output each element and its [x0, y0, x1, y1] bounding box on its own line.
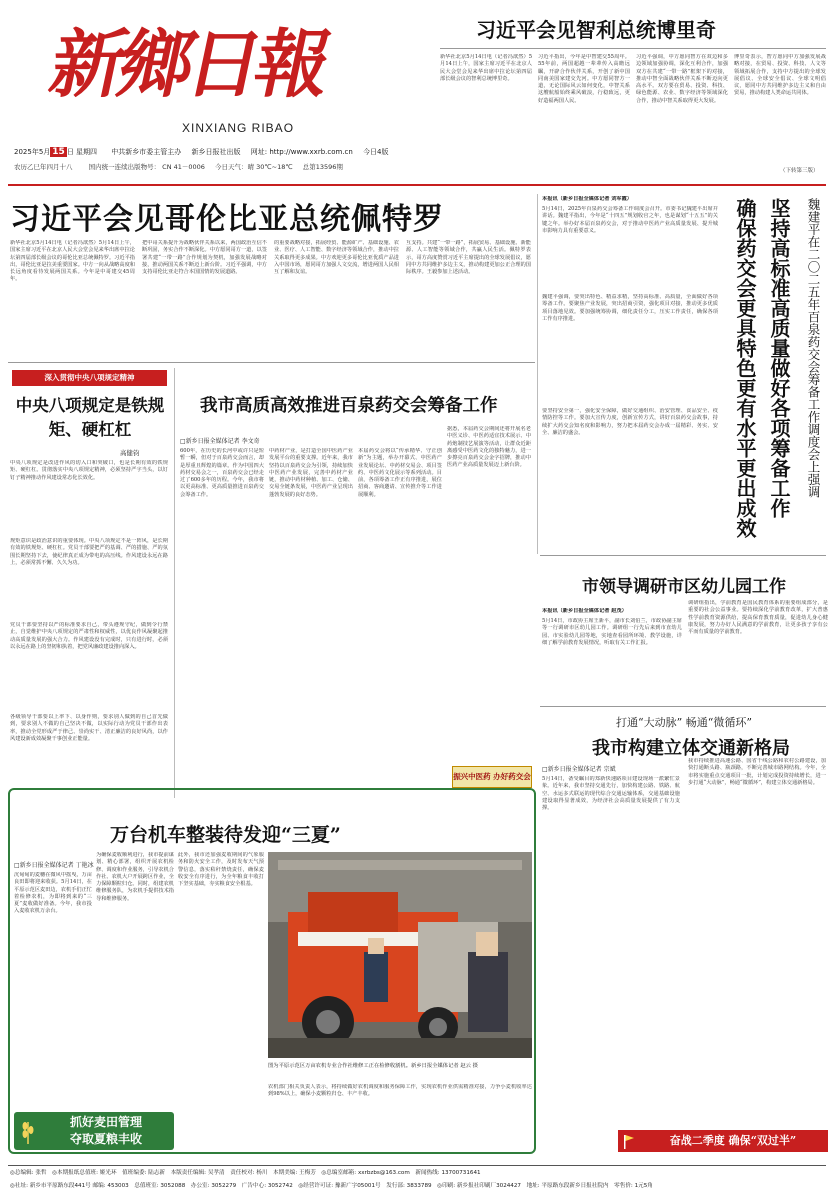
- harvest-story: [8, 788, 536, 1154]
- kindergarten-top-rule: [540, 555, 826, 556]
- tcm-story-byline: □新乡日报全媒体记者 李文奇: [180, 438, 260, 445]
- tcm-story-banner: 振兴中医药 办好药交会: [452, 766, 532, 788]
- traffic-byline: □新乡日报全媒体记者 宗斌: [542, 766, 616, 773]
- org-line1: 中共新乡市委主管主办: [111, 148, 182, 156]
- footer-line1: ◎总编辑: 张哲 ◎本期报纸总值班: 姬光环 值班编委: 陆志新 本版责任编辑: 吴孝清 责任校对: 杨川 本期美编: 王梅芳 ◎总编室邮箱: xxrbzbs@163.com 新闻热线: 13700731641: [10, 1170, 481, 1176]
- lead-story-col3: 的重要战略对接，拓展经贸、能源矿产、基础设施、农业、医疗、人工智能、数字经济等领域合作，推动中拉关系取得更多成果。中方欢迎更多哥伦比亚优质产品进入中国市场，愿同哥方加强人文交流，增进两国人民相互了解和友谊。: [274, 240, 399, 276]
- vertical-story-text2: 魏建平强调，要突出特色、精益求精，坚持高标准、高质量，全面做好各项筹备工作。要聚焦产业发展，突出招商引资，强化项目对接，推动更多优质项目落地见效。要加强统筹协调，细化责任分工，压实工作责任，确保各项工作有序推进。: [542, 294, 718, 322]
- footer-line2: ◎社址: 新乡市平原路东段441号 邮编: 453003 总值班室: 3052088 办公室: 3052279 广告中心: 3052742 ◎经营许可证: 豫新广字05001号 发行部: 3833789 ◎印刷: 新乡报社印刷厂3024427 地址: 平原路东段新乡日报社院内 零售价: 1元5角: [10, 1183, 653, 1189]
- harvest-title: 万台机车整装待发迎“三夏”: [110, 824, 341, 846]
- meta-line: [14, 162, 434, 176]
- lead-right-separator: [537, 194, 538, 554]
- tcm-story-col4: 据悉，本届药交会期间还将开展名老中医义诊、中医药适宜技术展示、中药炮制技艺展演等活动，让群众近距离感受中医药文化的独特魅力，进一步擦亮百泉药交会金字招牌，推动中医药产业高质量发展迈上新台阶。: [447, 426, 531, 469]
- traffic-title: 我市构建立体交通新格局: [592, 738, 790, 759]
- tcm-story-col2: 中药材产业，是打造全国中医药产业发展平台的重要支撑。近年来，我市坚持以百泉药交会为引领，持续加快中医药产业发展，完善中药材产业链，推动中药材种植、加工、仓储、交易全链条发展，中医药产业呈现出蓬勃发展的良好态势。: [269, 448, 353, 498]
- sidebar-title: 中央八项规定是铁规矩、硬杠杠: [15, 396, 165, 439]
- masthead-divider: [8, 184, 826, 186]
- traffic-banner-text: 奋战二季度 确保“双过半”: [669, 1134, 797, 1147]
- top-story-jump: （下转第三版）: [780, 168, 819, 174]
- traffic-kicker: 打通“大动脉” 畅通“微循环”: [616, 716, 752, 729]
- serial-label: 国内统一连续出版物号：: [88, 163, 161, 171]
- date-line: [14, 147, 434, 163]
- sidebar-banner: 深入贯彻中央八项规定精神: [12, 370, 167, 386]
- website: 网址: http://www.xxrb.com.cn: [250, 148, 353, 156]
- harvest-banner: [14, 1112, 174, 1150]
- wheat-icon: [20, 1118, 36, 1144]
- lead-story-col1: 新华社北京5月14日电（记者冯歆然）5月14日上午，国家主席习近平在北京人民大会堂会见来华出席中拉论坛第四届部长级会议的哥伦比亚总统佩特罗。习近平指出，哥伦比亚是拉美重要国家。中方一向从战略高度和长远角度看待发展两国关系。今年是中哥建交45周年。: [10, 240, 135, 283]
- kindergarten-col2: 调研组指出，学前教育是国民教育体系的重要组成部分，是重要的社会公益事业。要持续深化学前教育改革，扩大普惠性学前教育资源供给，提高保育教育质量，促进幼儿身心健康发展，努力办好人民满意的学前教育，让更多孩子享有公平而有质量的学前教育。: [688, 600, 828, 636]
- sidebar-text4: 各级领导干部要以上率下、以身作则，要求别人做到的自己首先做到，要求别人不做的自己坚决不做，以实际行动为党员干部作出表率，推动全党形成严于律己、崇尚实干、清正廉洁的良好风尚，以作风建设新成效凝聚干事创业正能量。: [10, 714, 168, 742]
- harvest-banner-line2: 夺取夏粮丰收: [69, 1132, 142, 1146]
- date-day: 15: [52, 147, 65, 157]
- vertical-story-byline: 本报讯（新乡日报全媒体记者 刘军霞）: [542, 196, 632, 202]
- sidebar-text2: 规矩意识是政治意识的重要体现。中央八项规定不是一阵风，是长期有效的铁规矩、硬杠杠。党员干部要把严的基调、严的措施、严的氛围长期坚持下去，使纪律真正成为带电的高压线。作风建设永远在路上，必须常抓不懈、久久为功。: [10, 538, 168, 566]
- masthead: [0, 0, 834, 185]
- vertical-story-text3: 要坚持安全第一，强化安全保障，做好交通组织、治安管理、食品安全、疫情防控等工作。要加大宣传力度，创新宣传方式，讲好百泉药交会故事，持续扩大药交会知名度和影响力，努力把本届药交会办成一届精彩、务实、安全、廉洁的盛会。: [542, 408, 718, 436]
- page-count: 今日4版: [363, 148, 389, 156]
- weather: 今日天气：晴 30℃~18℃: [215, 163, 293, 171]
- harvester-photo: [268, 852, 532, 1058]
- top-story-col1: 新华社北京5月14日电（记者冯歆然）5月14日上午，国家主席习近平在北京人民大会堂会见来华出席中拉论坛第四届部长级会议的智利总统博里奇。: [440, 54, 532, 82]
- cn-number: CN 41－0006: [162, 163, 205, 171]
- harvest-col4: 农机部门相关负责人表示，将持续做好农机调度和服务保障工作，实现农机作业供需精准对接，力争小麦机收率达到98%以上，确保小麦颗粒归仓、丰产丰收。: [268, 1084, 532, 1098]
- top-story-col2: 习近平指出，今年是中智建交55周年。55年前，两国超越一辈辈传入高瞻远瞩，开辟合作伙伴关系，开创了新中国同南美国家建交先河。中方愿同智方一道，无论国际风云如何变化，中智关系这艘航船始终乘风破浪，行稳致远，更好造福两国人民。: [538, 54, 630, 104]
- traffic-top-rule: [540, 706, 826, 707]
- flag-icon: [624, 1134, 634, 1148]
- kindergarten-byline: 本报讯（新乡日报全媒体记者 赵茂）: [542, 608, 627, 614]
- footer-rule: [8, 1165, 826, 1166]
- vertical-story-main-title: 坚持高标准高质量做好各项筹备工作 确保药交会更具特色更有水平更出成效: [733, 198, 791, 538]
- traffic-col2: 我市持续推进高速公路、国省干线公路和农村公路建设，加快打通断头路、瓶颈路，不断完善城市路网结构。今年，全市将实施重点交通项目一批，计划完成投资持续增长，进一步打通“大动脉”，畅通“微循环”，构建立体交通新格局。: [688, 758, 826, 786]
- tcm-story-col1: 600年，在历史的长河中或许只是短暂一瞬，但对于百泉药交会而言，却是厚重且辉煌的篇章。作为中国四大药材交易会之一，百泉药交会已经走过了600多年的历程。今年，我市将以更高标准、更高质量推进百泉药交会筹备工作。: [180, 448, 264, 498]
- sidebar-separator: [174, 368, 175, 798]
- top-story-col4: 博里奇表示，智方愿同中方加强发展战略对接，在贸易、投资、科技、人文等领域拓展合作，支持中方提出的全球发展倡议、全球安全倡议、全球文明倡议，愿同中方共同维护多边主义和自由贸易，推动构建人类命运共同体。: [734, 54, 826, 97]
- date-suffix: 日 星期四: [66, 148, 98, 156]
- tcm-story-title: 我市高质高效推进百泉药交会筹备工作: [200, 396, 498, 416]
- issue-number: 总第13596期: [302, 163, 343, 171]
- tcm-story: [180, 368, 532, 798]
- tcm-story-col3: 本届药交会将以“传承精华、守正创新”为主题，举办开幕式、中医药产业发展论坛、中药材交易会、项目签约、中医药文化展示等系列活动。目前，各项筹备工作正有序推进，展位招商、客商邀请、宣传推介等工作进展顺利。: [358, 448, 442, 498]
- harvest-banner-line1: 抓好麦田管理: [69, 1115, 142, 1129]
- lead-story-title: 习近平会见哥伦比亚总统佩特罗: [10, 202, 444, 237]
- traffic-banner: [618, 1130, 828, 1152]
- kindergarten-col1: 5月14日，市政协主席王新平，副市长刘伯兰，市政协副主席等一行调研市区幼儿园工作。调研组一行先后来到市直幼儿园、市实验幼儿园等地，实地查看园所环境、教学设施，详细了解学前教育发展情况，听取有关工作汇报。: [542, 618, 682, 646]
- newspaper-logo: 新鄉日報: [42, 22, 334, 108]
- top-story-col3: 习近平强调，中方愿同智方在双边和多边领域加强协调，深化互利合作，加强双方在共建“一带一路”框架下的对接，推动中智全面战略伙伴关系不断迈向更高水平。双方要在贸易、投资、科技、绿色能源、农业、数字经济等领域深化合作，推动中智关系取得更大发展。: [636, 54, 728, 104]
- sidebar-commentary: [10, 368, 170, 798]
- vertical-story-kicker: 魏建平在二〇二五年百泉药交会筹备工作调度会上强调: [806, 198, 821, 498]
- traffic-col1: 5月14日，备受瞩目的郑新快速路项目建设现场一派繁忙景象。近年来，我市坚持交通先行，加快构建公路、铁路、航空、水运多式联运的现代综合交通运输体系，交通基础设施建设取得显著成效，为经济社会高质量发展提供了有力支撑。: [542, 776, 680, 812]
- top-story-rule: [440, 48, 826, 49]
- harvest-byline: □新乡日报全媒体记者 丁艳冰: [14, 862, 94, 869]
- lead-story-col4: 互支持。共建“一带一路”，拓展贸易、基础设施、新能源、人工智能等领域合作，共赢人民生活。佩特罗表示，哥方高度赞赏习近平主席提出的全球发展倡议，愿同中方共同维护多边主义，推动构建更加公正合理的国际秩序。王毅参加上述活动。: [406, 240, 531, 276]
- sidebar-text1: 中央八项规定是改进作风的切入口和突破口，也是长期有效的铁规矩、硬杠杠。贯彻落实中央八项规定精神，必须坚持严字当头，以钉钉子精神推动作风建设常态化长效化。: [10, 460, 168, 481]
- harvest-col3: 此外，我市还加强麦收期间的气象服务和防火安全工作，及时发布天气预警信息，落实秸秆禁烧责任，确保麦收安全有序进行，为全年粮食丰收打下坚实基础，夯实粮食安全根基。: [178, 852, 264, 888]
- vertical-story: [542, 194, 828, 554]
- vertical-story-text1: 5月14日，2025年百泉药交会筹备工作调度会召开。市委书记魏建平出席并讲话。魏建平指出，今年是“十四五”规划收官之年，也是谋划“十五五”的关键之年。举办好本届百泉药交会，对于推动中医药产业高质量发展、提升城市影响力具有重要意义。: [542, 206, 718, 234]
- sidebar-text3: 党员干部要坚持以严的标准要求自己，带头遵规守纪，做到令行禁止，自觉维护中央八项规定的严肃性和权威性，以优良作风凝聚起推动高质量发展的强大合力。作风建设没有完成时，只有进行时，必须以永远在路上的坚韧和执着，把党风廉政建设推向深入。: [10, 622, 168, 650]
- lead-story-col2: 把中哥关系提升为战略伙伴关系以来，两国政治互信不断巩固，务实合作不断深化。中方愿同哥方一道，以签署共建“一带一路”合作规划为契机，加强发展战略对接，推动两国关系不断迈上新台阶。习近平强调，中方支持哥伦比亚走符合本国国情的发展道路。: [142, 240, 267, 276]
- date-prefix: 2025年5月: [14, 148, 51, 156]
- lead-bottom-rule: [8, 362, 535, 363]
- harvest-col2: 为确保麦收顺利进行，我市提前谋划、精心部署，组织开展农机检修、调度和作业服务，引导农机合作社、农机大户开展跨区作业，全力保障颗粒归仓。同时，组建农机维修服务队，为农机手提供技术指导和维修服务。: [96, 852, 174, 902]
- traffic-story: [542, 710, 828, 1154]
- harvester-photo-caption: 图为平原示范区万亩农机专业合作社维修工正在检修收割机。新乡日报全媒体记者 赵云 摄: [268, 1063, 478, 1069]
- kindergarten-title: 市领导调研市区幼儿园工作: [582, 577, 786, 597]
- harvest-col1: 沉甸甸的麦穗在微风中摇曳，万亩良田即将迎来收获。5月14日，在平原示范区麦田边，农机手们正忙着检修农机，为即将到来的“三夏”麦收做好准备。今年，我市投入麦收农机万余台。: [14, 872, 92, 915]
- sidebar-author: 高健钧: [120, 449, 140, 457]
- top-story-title: 习近平会见智利总统博里奇: [476, 18, 716, 42]
- kindergarten-story: [542, 560, 828, 700]
- masthead-pinyin: XINXIANG RIBAO: [182, 121, 295, 135]
- org-line2: 新乡日报社出版: [191, 148, 241, 156]
- lunar-date: 农历乙巳年四月十八: [14, 163, 73, 171]
